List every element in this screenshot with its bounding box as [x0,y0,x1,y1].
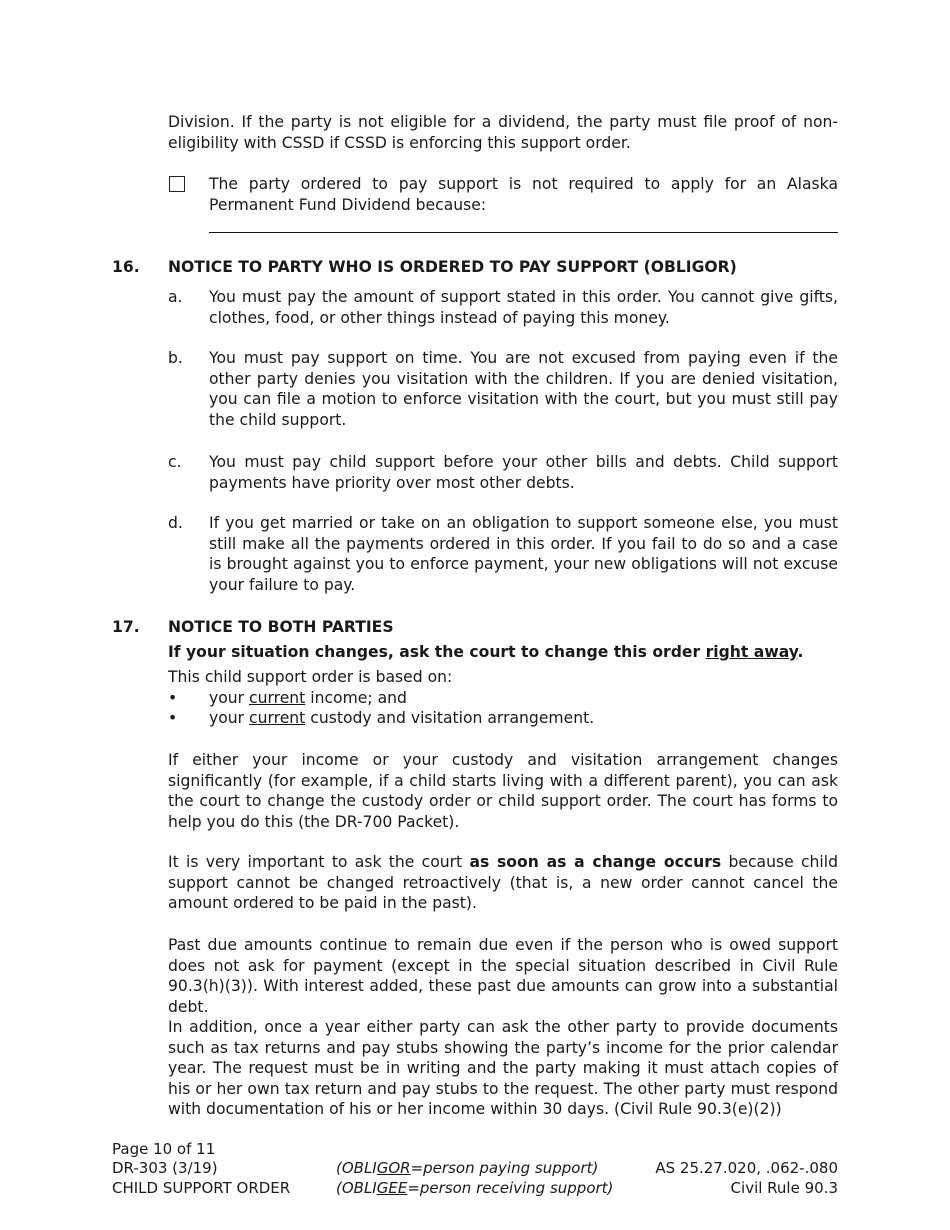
section-17-intro: This child support order is based on: [168,668,453,686]
section-16-item-c-text: You must pay child support before your other bills and debts. Child support payments have priority over most other debts. [209,453,838,492]
section-17-paragraph-1: If either your income or your custody and visitation arrangement changes significantly (for example, if a child starts living with a different parent), you can ask the court to change the custody order or child support order. The court has forms to help you do this (the DR-700 Packet). [168,751,838,831]
section-16-number: 16. [112,258,140,276]
footer-form-number: DR-303 (3/19) [112,1159,218,1177]
footer-rule: Civil Rule 90.3 [730,1179,838,1197]
continued-paragraph: Division. If the party is not eligible for a dividend, the party must file proof of non-eligibility with CSSD if CSSD is enforcing this support order. [168,113,838,152]
section-16-item-d-text: If you get married or take on an obligation to support someone else, you must still make all the payments ordered in this order. If you fail to do so and a case is brought against you to enforce payment, your new obligations will not excuse your failure to pay. [209,514,838,594]
section-16-item-a-text: You must pay the amount of support stated in this order. You cannot give gifts, clothes, food, or other things instead of paying this money. [209,288,838,327]
footer-page-number: Page 10 of 11 [112,1140,216,1158]
pfd-exemption-checkbox[interactable] [169,176,185,192]
section-16-item-d-letter: d. [168,514,183,532]
bullet-2-symbol: • [168,709,178,727]
bullet-1-text: your current income; and [209,689,407,707]
pfd-exemption-text: The party ordered to pay support is not required to apply for an Alaska Permanent Fund Dividend because: [209,175,838,214]
section-16-item-b-letter: b. [168,349,183,367]
section-17-paragraph-2: It is very important to ask the court as soon as a change occurs because child support cannot be changed retroactively (that is, a new order cannot cancel the amount ordered to be paid in the past). [168,853,838,913]
section-17-title: NOTICE TO BOTH PARTIES [168,618,394,636]
footer-obligor-definition: (OBLIGOR=person paying support) [336,1159,599,1177]
pfd-reason-line[interactable] [209,232,838,233]
section-16-item-c-letter: c. [168,453,182,471]
section-17-paragraph-3: Past due amounts continue to remain due even if the person who is owed support does not ask for payment (except in the special situation described in Civil Rule 90.3(h)(3)). With interest added, these past due amounts can grow into a substantial debt. [168,936,838,1016]
footer-statute: AS 25.27.020, .062-.080 [655,1159,838,1177]
footer-form-title: CHILD SUPPORT ORDER [112,1179,291,1197]
section-16-title: NOTICE TO PARTY WHO IS ORDERED TO PAY SUPPORT (OBLIGOR) [168,258,737,276]
section-16-item-a-letter: a. [168,288,183,306]
footer-obligee-definition: (OBLIGEE=person receiving support) [336,1179,614,1197]
section-17-subheading: If your situation changes, ask the court to change this order right away. [168,643,804,661]
section-17-paragraph-4: In addition, once a year either party can ask the other party to provide documents such as tax returns and pay stubs showing the party’s income for the prior calendar year. The request must be in writing and the party making it must attach copies of his or her own tax return and pay stubs to the request. The other party must respond with documentation of his or her income within 30 days. (Civil Rule 90.3(e)(2)) [168,1018,838,1119]
bullet-2-text: your current custody and visitation arrangement. [209,709,595,727]
section-16-item-b-text: You must pay support on time. You are not excused from paying even if the other party denies you visitation with the children. If you are denied visitation, you can file a motion to enforce visitation with the court, but you must still pay the child support. [209,349,838,429]
bullet-1-symbol: • [168,689,178,707]
section-17-number: 17. [112,618,140,636]
